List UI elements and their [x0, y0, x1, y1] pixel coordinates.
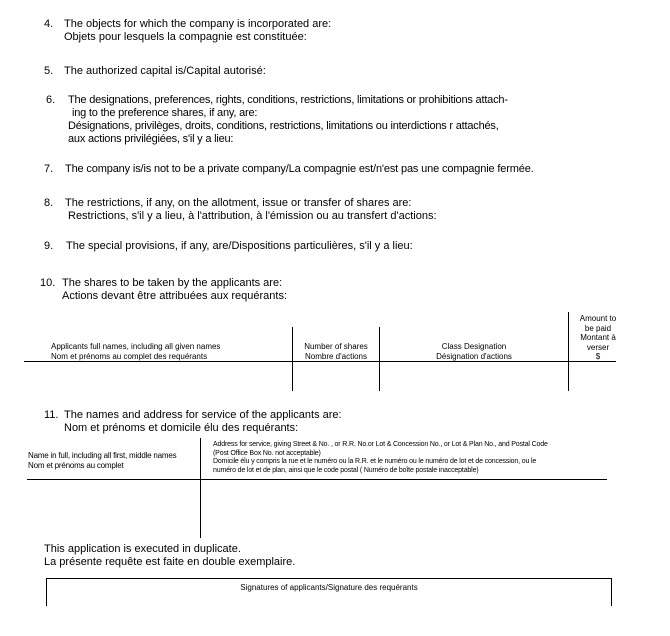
item-4-en: The objects for which the company is incorporated are:	[64, 18, 332, 30]
item-9-number: 9.	[44, 240, 54, 252]
address-divider	[200, 438, 201, 538]
execution-statement	[44, 543, 295, 569]
shares-col-amount-header: Amount to be paid Montant à verser $	[579, 314, 617, 361]
shares-header-line	[24, 361, 616, 362]
shares-col-number-header: Number of shares Nombre d'actions	[304, 342, 368, 361]
item-6-text	[68, 94, 508, 146]
item-5-text: The authorized capital is/Capital autorisé:	[64, 65, 266, 77]
item-10-fr: Actions devant être attribuées aux requérants:	[62, 290, 288, 302]
item-11-fr: Nom et prénoms et domicile élu des requérants:	[64, 422, 299, 434]
execution-en: This application is executed in duplicate.	[44, 543, 241, 555]
item-7-text: The company is/is not to be a private company/La compagnie est/n'est pas une compagnie fermée.	[65, 163, 534, 175]
shares-col-names-header: Applicants full names, including all given names Nom et prénoms au complet des requérants	[51, 342, 221, 361]
item-5-number: 5.	[44, 65, 54, 77]
item-4	[44, 18, 53, 31]
item-11-number: 11.	[44, 409, 59, 421]
shares-divider-1	[292, 327, 293, 391]
shares-divider-2	[379, 327, 380, 391]
execution-fr: La présente requête est faite en double exemplaire.	[44, 556, 296, 568]
signatures-top-line	[46, 578, 612, 579]
item-7-number: 7.	[44, 163, 54, 175]
item-10-text	[62, 277, 287, 303]
item-6-line-4: aux actions privilégiées, s'il y a lieu:	[68, 133, 234, 145]
item-6-line-1: The designations, preferences, rights, conditions, restrictions, limitations or prohibitions attach-	[68, 94, 508, 106]
item-8-en: The restrictions, if any, on the allotment, issue or transfer of shares are:	[65, 197, 412, 209]
item-6-line-3: Désignations, privilèges, droits, conditions, restrictions, limitations ou interdictions r attachés,	[68, 120, 499, 132]
item-8-text	[65, 197, 437, 223]
item-8-fr: Restrictions, s'il y a lieu, à l'attribution, à l'émission ou au transfert d'actions:	[68, 210, 437, 222]
address-col-name-header: Name in full, including all first, middle names Nom et prénoms au complet	[28, 451, 177, 470]
item-8-number: 8.	[44, 197, 54, 209]
address-col-address-header: Address for service, giving Street & No. , or R.R. No.or Lot & Concession No., or Lot & Plan No., and Postal Code (Post Office Box No. not acceptable) Domicile élu y compris la rue et le numéro ou la R.R. et le numéro ou le numéro de lot et de concession, ou le numéro de lot et de plan, ainsi que le code postal ( Numéro de boîte postale inacceptable)	[213, 441, 548, 474]
item-10-en: The shares to be taken by the applicants are:	[62, 277, 283, 289]
address-header-line	[27, 479, 607, 480]
item-6-number: 6.	[46, 94, 56, 106]
shares-divider-3	[568, 312, 569, 391]
item-4-text	[64, 18, 331, 44]
item-4-fr: Objets pour lesquels la compagnie est constituée:	[64, 31, 307, 43]
item-9-text: The special provisions, if any, are/Dispositions particulières, s'il y a lieu:	[66, 240, 413, 252]
item-11-text	[64, 409, 342, 435]
item-6-line-2: ing to the preference shares, if any, are:	[72, 107, 258, 119]
item-number: 4.	[44, 18, 54, 30]
shares-col-class-header: Class Designation Désignation d'actions	[436, 342, 512, 361]
signatures-label: Signatures of applicants/Signature des requérants	[240, 583, 418, 592]
item-11-en: The names and address for service of the applicants are:	[64, 409, 342, 421]
item-10-number: 10.	[40, 277, 56, 289]
